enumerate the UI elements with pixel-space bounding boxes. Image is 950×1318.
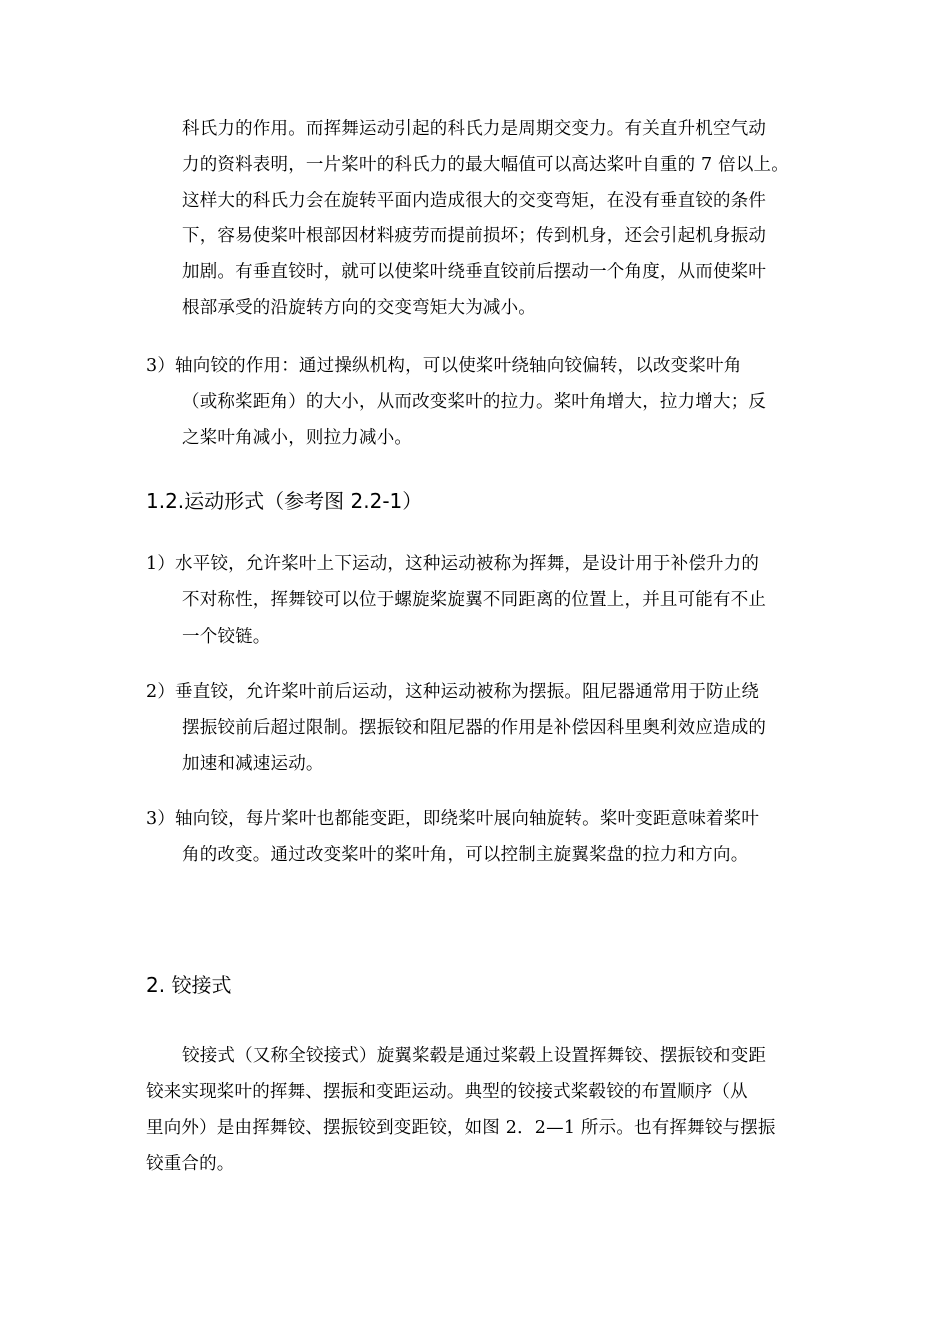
text-line: 3）轴向铰的作用：通过操纵机构，可以使桨叶绕轴向铰偏转，以改变桨叶角 <box>146 356 742 376</box>
text-line: 1）水平铰，允许桨叶上下运动，这种运动被称为挥舞，是设计用于补偿升力的 <box>146 554 760 574</box>
text-line: 不对称性，挥舞铰可以位于螺旋桨旋翼不同距离的位置上，并且可能有不止 <box>182 590 767 610</box>
text-line: 加剧。有垂直铰时，就可以使桨叶绕垂直铰前后摆动一个角度，从而使桨叶 <box>182 262 767 282</box>
text-line: （或称桨距角）的大小，从而改变桨叶的拉力。桨叶角增大，拉力增大；反 <box>182 392 767 412</box>
text-line: 铰接式（又称全铰接式）旋翼桨毂是通过桨毂上设置挥舞铰、摆振铰和变距 <box>182 1046 767 1066</box>
text-line: 铰来实现桨叶的挥舞、摆振和变距运动。典型的铰接式桨毂铰的布置顺序（从 <box>146 1082 748 1102</box>
text-line: 角的改变。通过改变桨叶的桨叶角，可以控制主旋翼桨盘的拉力和方向。 <box>182 845 749 865</box>
text-line: 一个铰链。 <box>182 627 271 647</box>
text-line: 之桨叶角减小，则拉力减小。 <box>182 428 413 448</box>
text-line: 力的资料表明，一片桨叶的科氏力的最大幅值可以高达桨叶自重的 7 倍以上。 <box>182 155 789 175</box>
section-heading: 2. 铰接式 <box>146 973 232 997</box>
text-line: 下，容易使桨叶根部因材料疲劳而提前损坏；传到机身，还会引起机身振动 <box>182 226 767 246</box>
text-line: 摆振铰前后超过限制。摆振铰和阻尼器的作用是补偿因科里奥利效应造成的 <box>182 718 767 738</box>
text-line: 铰重合的。 <box>146 1154 235 1174</box>
section-heading: 1.2.运动形式（参考图 2.2-1） <box>146 489 423 513</box>
text-line: 科氏力的作用。而挥舞运动引起的科氏力是周期交变力。有关直升机空气动 <box>182 119 767 139</box>
text-line: 3）轴向铰，每片桨叶也都能变距，即绕桨叶展向轴旋转。桨叶变距意味着桨叶 <box>146 809 760 829</box>
text-line: 这样大的科氏力会在旋转平面内造成很大的交变弯矩，在没有垂直铰的条件 <box>182 191 767 211</box>
text-line: 根部承受的沿旋转方向的交变弯矩大为减小。 <box>182 298 536 318</box>
text-line: 2）垂直铰，允许桨叶前后运动，这种运动被称为摆振。阻尼器通常用于防止绕 <box>146 682 760 702</box>
text-line: 里向外）是由挥舞铰、摆振铰到变距铰，如图 2．2—1 所示。也有挥舞铰与摆振 <box>146 1118 776 1138</box>
text-line: 加速和减速运动。 <box>182 754 324 774</box>
